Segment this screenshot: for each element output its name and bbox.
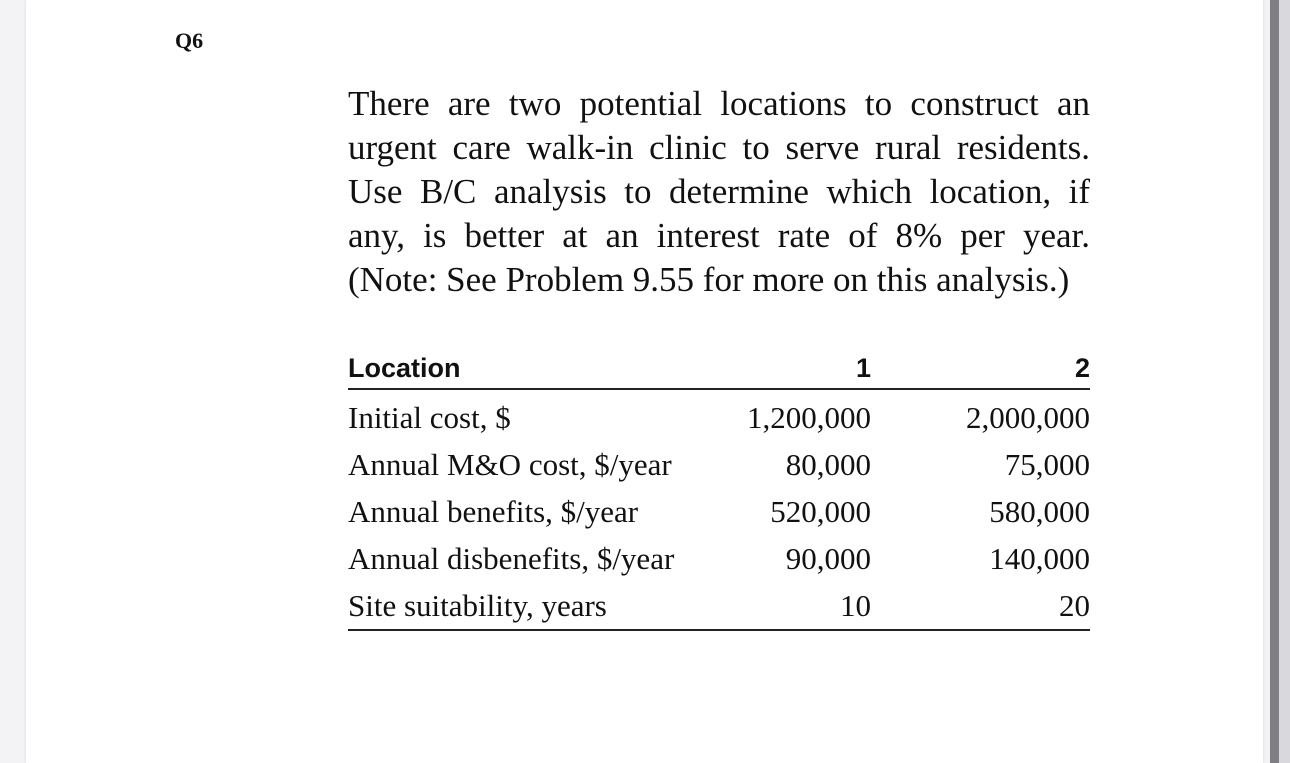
location-1-value: 1,200,000 [747,399,871,435]
scrollbar-track[interactable] [1270,0,1279,763]
location-2-value: 20 [871,582,1090,630]
table-row [348,582,1090,630]
window-edge [1279,0,1290,763]
problem-line: any, is better at an interest rate of 8% per year. [348,216,1090,255]
row-label: Annual M&O cost, $/year [348,446,672,482]
column-header-location-2: 2 [871,348,1090,389]
problem-line: (Note: See Problem 9.55 for more on this analysis.) [348,260,1070,299]
table-header-row [348,348,1090,389]
question-number: Q6 [175,28,204,53]
table-row [348,441,1090,488]
problem-line: There are two potential locations to construct an [348,84,1090,123]
location-2-value: 140,000 [989,540,1090,576]
location-2-value: 2,000,000 [966,399,1090,435]
problem-line: Use B/C analysis to determine which location, if [348,172,1090,211]
problem-line: urgent care walk-in clinic to serve rural residents. [348,128,1090,167]
table-row [348,389,1090,441]
location-1-value: 80,000 [785,446,871,482]
location-2-value: 75,000 [1004,446,1090,482]
location-1-value: 10 [738,582,871,630]
column-header-location: Location [348,348,738,389]
location-1-value: 520,000 [770,493,871,529]
location-1-value: 90,000 [785,540,871,576]
table-row [348,488,1090,535]
row-label: Annual disbenefits, $/year [348,540,675,576]
location-comparison-table [348,348,1090,631]
problem-statement [348,82,1090,302]
location-2-value: 580,000 [989,493,1090,529]
row-label: Annual benefits, $/year [348,493,639,529]
row-label: Site suitability, years [348,582,738,630]
row-label: Initial cost, $ [348,399,511,435]
table-row [348,535,1090,582]
column-header-location-1: 1 [738,348,871,389]
